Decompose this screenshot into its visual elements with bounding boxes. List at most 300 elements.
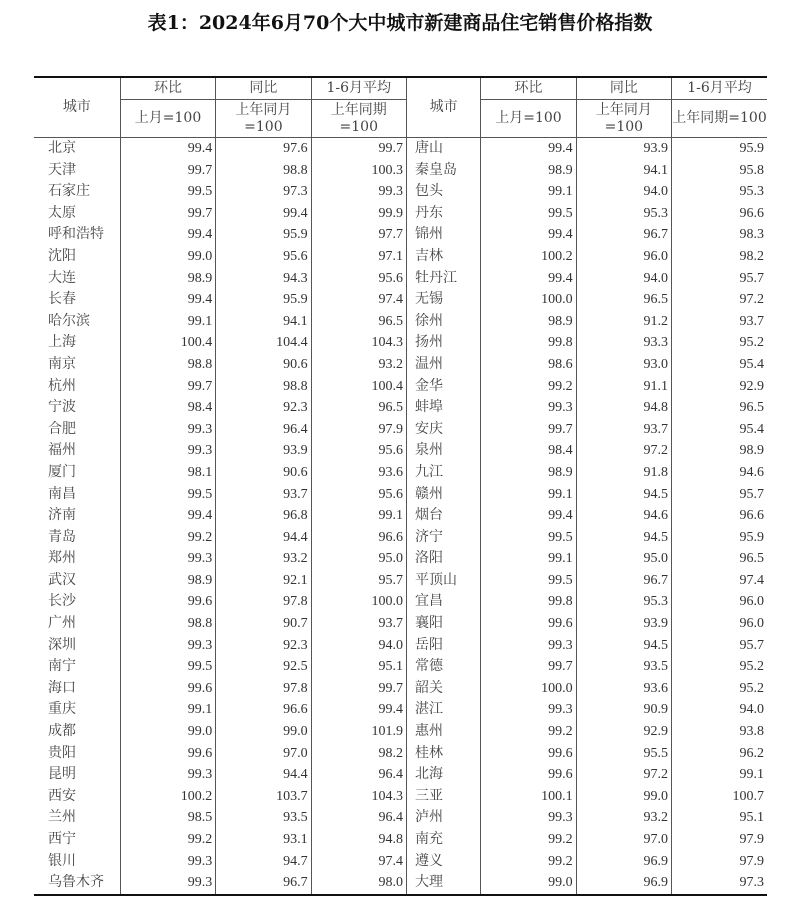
yoy-cell: 94.1 [216,311,311,333]
avg-cell: 99.1 [672,764,767,786]
city-cell [406,635,480,657]
city-name: 石家庄 [48,183,90,200]
table-row [34,181,767,203]
city-name: 桂林 [414,744,443,761]
yoy-cell: 94.3 [216,268,311,290]
city-cell [34,181,120,203]
city-cell [34,829,120,851]
mom-cell: 99.5 [120,181,215,203]
city-name: 长春 [48,291,76,308]
yoy-cell: 97.8 [216,678,311,700]
yoy-cell: 94.4 [216,764,311,786]
city-name: 岳阳 [414,636,443,653]
avg-cell: 94.0 [311,635,406,657]
city-name: 沈阳 [48,247,76,264]
yoy-cell: 94.5 [576,484,671,506]
yoy-cell: 97.6 [216,138,311,160]
yoy-cell: 92.9 [576,721,671,743]
table-row [34,484,767,506]
city-name: 北京 [48,140,76,156]
header-mom-base-left: 上月=100 [120,100,215,138]
avg-cell: 96.6 [672,505,767,527]
city-cell [406,570,480,592]
city-cell [406,268,480,290]
yoy-cell: 96.6 [216,699,311,721]
city-name: 杭州 [48,377,76,394]
city-cell [406,613,480,635]
table-row [34,376,767,398]
yoy-cell: 93.6 [576,678,671,700]
yoy-cell: 97.3 [216,181,311,203]
city-cell [406,721,480,743]
city-cell [406,699,480,721]
city-name: 徐州 [414,312,443,329]
yoy-cell: 93.9 [216,440,311,462]
mom-cell: 99.7 [481,419,576,441]
avg-cell: 94.0 [672,699,767,721]
table-row [34,203,767,225]
city-name: 长沙 [48,593,76,610]
mom-cell: 98.4 [120,397,215,419]
city-cell [34,246,120,268]
mom-cell: 99.4 [120,289,215,311]
yoy-cell: 103.7 [216,786,311,808]
city-name: 秦皇岛 [414,161,457,178]
header-avg-base-right: 上年同期=100 [672,100,767,138]
table-row [34,743,767,765]
mom-cell: 99.4 [120,505,215,527]
avg-cell: 96.2 [672,743,767,765]
city-name: 烟台 [414,507,443,524]
city-cell [406,354,480,376]
city-cell [406,527,480,549]
avg-cell: 94.8 [311,829,406,851]
mom-cell: 100.0 [481,289,576,311]
city-cell [34,548,120,570]
city-name: 宁波 [48,399,76,416]
avg-cell: 104.3 [311,332,406,354]
mom-cell: 99.3 [120,851,215,873]
city-cell [34,138,120,160]
yoy-cell: 96.9 [576,851,671,873]
mom-cell: 98.5 [120,807,215,829]
mom-cell: 99.3 [120,440,215,462]
yoy-cell: 93.1 [216,829,311,851]
city-name: 厦门 [48,463,76,480]
yoy-cell: 97.0 [216,743,311,765]
city-name: 唐山 [414,140,443,156]
yoy-cell: 93.9 [576,138,671,160]
avg-cell: 97.9 [311,419,406,441]
avg-cell: 97.9 [672,829,767,851]
mom-cell: 99.4 [120,224,215,246]
city-cell [34,743,120,765]
mom-cell: 99.4 [481,138,576,160]
city-cell [34,872,120,895]
avg-cell: 99.7 [311,138,406,160]
city-cell [34,851,120,873]
mom-cell: 99.5 [481,203,576,225]
table-row [34,397,767,419]
mom-cell: 98.6 [481,354,576,376]
mom-cell: 98.8 [120,354,215,376]
mom-cell: 99.6 [120,678,215,700]
city-cell [406,397,480,419]
avg-cell: 95.6 [311,440,406,462]
yoy-cell: 93.7 [216,484,311,506]
mom-cell: 99.6 [481,613,576,635]
city-name: 大理 [414,874,443,891]
header-yoy-left: 同比 [216,77,311,100]
avg-cell: 96.0 [672,591,767,613]
yoy-cell: 99.0 [216,721,311,743]
yoy-cell: 94.4 [216,527,311,549]
yoy-cell: 96.4 [216,419,311,441]
yoy-cell: 94.0 [576,268,671,290]
city-cell [406,440,480,462]
city-name: 大连 [48,269,76,286]
city-cell [406,807,480,829]
mom-cell: 99.3 [120,872,215,895]
avg-cell: 98.2 [311,743,406,765]
yoy-cell: 90.6 [216,354,311,376]
yoy-cell: 96.7 [576,570,671,592]
mom-cell: 98.1 [120,462,215,484]
mom-cell: 99.4 [120,138,215,160]
header-city-left: 城市 [34,77,120,138]
table-title: 表1：2024年6月70个大中城市新建商品住宅销售价格指数 [147,12,653,34]
yoy-cell: 96.9 [576,872,671,895]
avg-cell: 95.3 [672,181,767,203]
city-cell [34,224,120,246]
city-cell [406,656,480,678]
table-row [34,505,767,527]
city-name: 蚌埠 [414,399,443,416]
city-cell [34,699,120,721]
city-cell [34,635,120,657]
city-name: 温州 [414,355,443,372]
table-row [34,160,767,182]
table-row [34,829,767,851]
mom-cell: 99.3 [481,635,576,657]
city-name: 常德 [414,658,443,675]
mom-cell: 99.0 [120,246,215,268]
yoy-cell: 93.5 [216,807,311,829]
yoy-cell: 96.7 [576,224,671,246]
avg-cell: 100.4 [311,376,406,398]
city-name: 牡丹江 [414,269,457,286]
table-row [34,246,767,268]
table-row [34,656,767,678]
avg-cell: 95.7 [672,484,767,506]
city-name: 福州 [48,442,76,459]
city-name: 济宁 [414,528,443,545]
city-name: 平顶山 [414,571,457,588]
city-name: 广州 [48,615,76,632]
avg-cell: 96.6 [311,527,406,549]
city-name: 九江 [414,463,443,480]
avg-cell: 96.5 [311,311,406,333]
city-cell [406,289,480,311]
table-row [34,354,767,376]
mom-cell: 99.7 [120,376,215,398]
mom-cell: 100.2 [120,786,215,808]
table-row [34,332,767,354]
mom-cell: 99.5 [481,570,576,592]
city-name: 锦州 [414,226,443,243]
city-name: 安庆 [414,420,443,437]
city-cell [406,376,480,398]
city-name: 呼和浩特 [48,226,104,243]
mom-cell: 99.6 [120,743,215,765]
avg-cell: 96.5 [672,548,767,570]
city-cell [34,462,120,484]
city-cell [34,613,120,635]
mom-cell: 99.1 [481,548,576,570]
avg-cell: 95.2 [672,332,767,354]
table-header [34,77,767,138]
city-cell [406,246,480,268]
yoy-cell: 95.9 [216,289,311,311]
mom-cell: 99.3 [481,807,576,829]
city-cell [34,505,120,527]
table-row [34,613,767,635]
mom-cell: 98.9 [120,570,215,592]
city-cell [406,224,480,246]
city-name: 宜昌 [414,593,443,610]
yoy-cell: 95.6 [216,246,311,268]
city-cell [34,268,120,290]
mom-cell: 99.7 [120,160,215,182]
city-name: 南昌 [48,485,76,502]
city-cell [406,764,480,786]
city-name: 合肥 [48,420,76,437]
mom-cell: 99.3 [481,699,576,721]
city-cell [406,786,480,808]
yoy-cell: 94.0 [576,181,671,203]
city-cell [406,160,480,182]
table-row [34,224,767,246]
avg-cell: 99.4 [311,699,406,721]
table-row [34,570,767,592]
city-cell [34,764,120,786]
city-name: 吉林 [414,247,443,264]
avg-cell: 99.3 [311,181,406,203]
yoy-cell: 93.0 [576,354,671,376]
city-cell [34,484,120,506]
yoy-cell: 93.9 [576,613,671,635]
yoy-cell: 91.2 [576,311,671,333]
city-name: 扬州 [414,334,443,351]
yoy-cell: 95.9 [216,224,311,246]
city-name: 丹东 [414,204,443,221]
table-row [34,462,767,484]
city-name: 天津 [48,161,76,178]
avg-cell: 97.7 [311,224,406,246]
avg-cell: 100.7 [672,786,767,808]
mom-cell: 99.1 [481,484,576,506]
city-name: 成都 [48,723,76,740]
header-city-right: 城市 [406,77,480,138]
city-cell [406,505,480,527]
mom-cell: 99.7 [120,203,215,225]
mom-cell: 99.2 [120,527,215,549]
yoy-cell: 96.8 [216,505,311,527]
city-name: 重庆 [48,701,76,718]
city-name: 郑州 [48,550,76,567]
city-cell [34,332,120,354]
mom-cell: 98.4 [481,440,576,462]
mom-cell: 98.9 [481,311,576,333]
city-name: 泸州 [414,809,443,826]
mom-cell: 99.3 [120,419,215,441]
header-mom-right: 环比 [481,77,576,100]
avg-cell: 95.2 [672,656,767,678]
yoy-cell: 94.5 [576,635,671,657]
yoy-cell: 92.3 [216,635,311,657]
city-name: 贵阳 [48,744,76,761]
avg-cell: 96.4 [311,807,406,829]
table-row [34,764,767,786]
city-cell [406,138,480,160]
header-avg-left: 1-6月平均 [311,77,406,100]
avg-cell: 100.3 [311,160,406,182]
mom-cell: 99.4 [481,268,576,290]
header-mom-left: 环比 [120,77,215,100]
mom-cell: 100.4 [120,332,215,354]
avg-cell: 93.8 [672,721,767,743]
city-name: 哈尔滨 [48,312,90,329]
mom-cell: 100.0 [481,678,576,700]
header-yoy-right: 同比 [576,77,671,100]
header-yoy-base-right: 上年同月=100 [576,100,671,138]
yoy-cell: 93.2 [216,548,311,570]
avg-cell: 94.6 [672,462,767,484]
table-row [34,699,767,721]
avg-cell: 98.2 [672,246,767,268]
mom-cell: 99.0 [481,872,576,895]
avg-cell: 95.4 [672,419,767,441]
header-avg-base-left: 上年同期=100 [311,100,406,138]
yoy-cell: 93.7 [576,419,671,441]
city-cell [34,591,120,613]
yoy-cell: 95.3 [576,203,671,225]
table-body [34,138,767,895]
mom-cell: 99.5 [481,527,576,549]
mom-cell: 98.9 [481,462,576,484]
avg-cell: 97.9 [672,851,767,873]
mom-cell: 99.6 [120,591,215,613]
city-name: 武汉 [48,571,76,588]
table-row [34,807,767,829]
yoy-cell: 91.1 [576,376,671,398]
yoy-cell: 96.7 [216,872,311,895]
city-cell [406,203,480,225]
city-cell [406,462,480,484]
city-cell [34,397,120,419]
city-name: 乌鲁木齐 [48,874,104,891]
mom-cell: 99.3 [120,548,215,570]
city-name: 北海 [414,766,443,783]
mom-cell: 99.2 [481,851,576,873]
yoy-cell: 94.8 [576,397,671,419]
mom-cell: 99.6 [481,743,576,765]
mom-cell: 99.2 [120,829,215,851]
yoy-cell: 91.8 [576,462,671,484]
table-row [34,548,767,570]
avg-cell: 95.8 [672,160,767,182]
yoy-cell: 96.0 [576,246,671,268]
city-cell [34,354,120,376]
avg-cell: 93.7 [672,311,767,333]
city-cell [34,721,120,743]
city-name: 襄阳 [414,615,443,632]
mom-cell: 98.9 [481,160,576,182]
price-index-table [34,76,767,896]
mom-cell: 99.1 [120,699,215,721]
yoy-cell: 94.6 [576,505,671,527]
table-row [34,419,767,441]
city-cell [406,851,480,873]
avg-cell: 95.1 [672,807,767,829]
city-name: 昆明 [48,766,76,783]
city-name: 三亚 [414,787,443,804]
avg-cell: 95.7 [672,635,767,657]
city-cell [406,591,480,613]
avg-cell: 97.2 [672,289,767,311]
avg-cell: 95.9 [672,138,767,160]
table-row [34,289,767,311]
avg-cell: 98.3 [672,224,767,246]
city-name: 海口 [48,679,76,696]
avg-cell: 99.7 [311,678,406,700]
yoy-cell: 96.5 [576,289,671,311]
city-name: 遵义 [414,852,443,869]
yoy-cell: 92.3 [216,397,311,419]
avg-cell: 95.7 [672,268,767,290]
city-cell [406,829,480,851]
avg-cell: 101.9 [311,721,406,743]
city-name: 西宁 [48,831,76,847]
header-avg-right: 1-6月平均 [672,77,767,100]
mom-cell: 99.3 [481,397,576,419]
avg-cell: 97.4 [311,289,406,311]
table-row [34,872,767,895]
city-name: 深圳 [48,636,76,653]
yoy-cell: 97.0 [576,829,671,851]
yoy-cell: 90.7 [216,613,311,635]
mom-cell: 99.7 [481,656,576,678]
avg-cell: 96.0 [672,613,767,635]
city-cell [406,419,480,441]
avg-cell: 95.2 [672,678,767,700]
mom-cell: 99.1 [481,181,576,203]
avg-cell: 97.4 [672,570,767,592]
mom-cell: 99.4 [481,224,576,246]
city-cell [34,786,120,808]
yoy-cell: 99.0 [576,786,671,808]
avg-cell: 96.6 [672,203,767,225]
city-name: 太原 [48,204,76,221]
header-yoy-base-left: 上年同月=100 [216,100,311,138]
city-name: 韶关 [414,679,443,696]
mom-cell: 99.4 [481,505,576,527]
city-cell [34,656,120,678]
mom-cell: 99.2 [481,721,576,743]
mom-cell: 99.0 [120,721,215,743]
avg-cell: 95.9 [672,527,767,549]
city-cell [406,181,480,203]
